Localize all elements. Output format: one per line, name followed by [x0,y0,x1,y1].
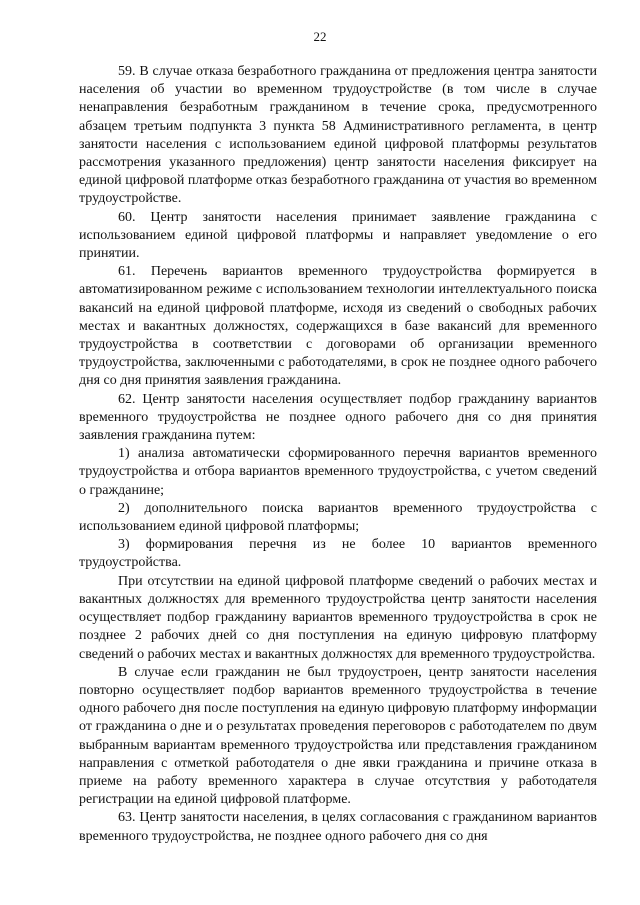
paragraph-59: 59. В случае отказа безработного гражданина от предложения центра занятости населения об участии во временном трудоустройстве (в том числе в случае ненаправления безработным гражданином в течение срока, предусмотренного абзацем третьим подпункта 3 пункта 58 Административного регламента, в центр занятости населения с использованием единой цифровой платформы результатов рассмотрения указанного предложения) центр занятости населения фиксирует на единой цифровой платформе отказ безработного гражданина от участия во временном трудоустройстве. [79,64,597,207]
page-number: 22 [313,29,327,44]
paragraph-62-item-3: 3) формирования перечня из не более 10 вариантов временного трудоустройства. [79,537,597,571]
paragraph-60: 60. Центр занятости населения принимает заявление гражданина с использованием единой цифровой платформы и направляет уведомление о его принятии. [79,209,597,262]
paragraph-61: 61. Перечень вариантов временного трудоустройства формируется в автоматизированном режиме с использованием технологии интеллектуального поиска вакансий на единой цифровой платформе, исходя из сведений о свободных рабочих местах и вакантных должностях, содержащихся в базе вакансий для временного трудоустройства в соответствии с договорами об организации временного трудоустройства, заключенными с работодателями, в срок не позднее одного рабочего дня со дня принятия заявления гражданина. [79,264,597,389]
paragraph-62-item-1: 1) анализа автоматически сформированного перечня вариантов временного трудоустройства и отбора вариантов временного трудоустройства, с учетом сведений о гражданине; [79,446,597,498]
paragraph-63: 63. Центр занятости населения, в целях согласования с гражданином вариантов временного трудоустройства, не позднее одного рабочего дня со дня [79,810,597,844]
paragraph-repeat-selection: В случае если гражданин не был трудоустроен, центр занятости населения повторно осуществляет подбор вариантов временного трудоустройства в течение одного рабочего дня после поступления на единую цифровую платформу информации от гражданина о дне и о результатах проведения переговоров с работодателем по двум выбранным вариантам временного трудоустройства или представления гражданином направления с отметкой работодателя о дне явки гражданина и причине отказа в приеме на работу временного характера в случае отсутствия у работодателя регистрации на единой цифровой платформе. [79,664,597,808]
paragraph-62: 62. Центр занятости населения осуществляет подбор гражданину вариантов временного трудоустройства не позднее одного рабочего дня со дня принятия заявления гражданина путем: [79,391,597,444]
paragraph-62-item-2: 2) дополнительного поиска вариантов временного трудоустройства с использованием единой цифровой платформы; [79,500,597,535]
paragraph-no-vacancies: При отсутствии на единой цифровой платформе сведений о рабочих местах и вакантных должностях для временного трудоустройства центр занятости населения осуществляет подбор гражданину вариантов временного трудоустройства в срок не позднее 2 рабочих дней со дня поступления на единую цифровую платформу сведений о рабочих местах и вакантных должностях для временного трудоустройства. [79,573,597,662]
document-body [79,63,597,846]
